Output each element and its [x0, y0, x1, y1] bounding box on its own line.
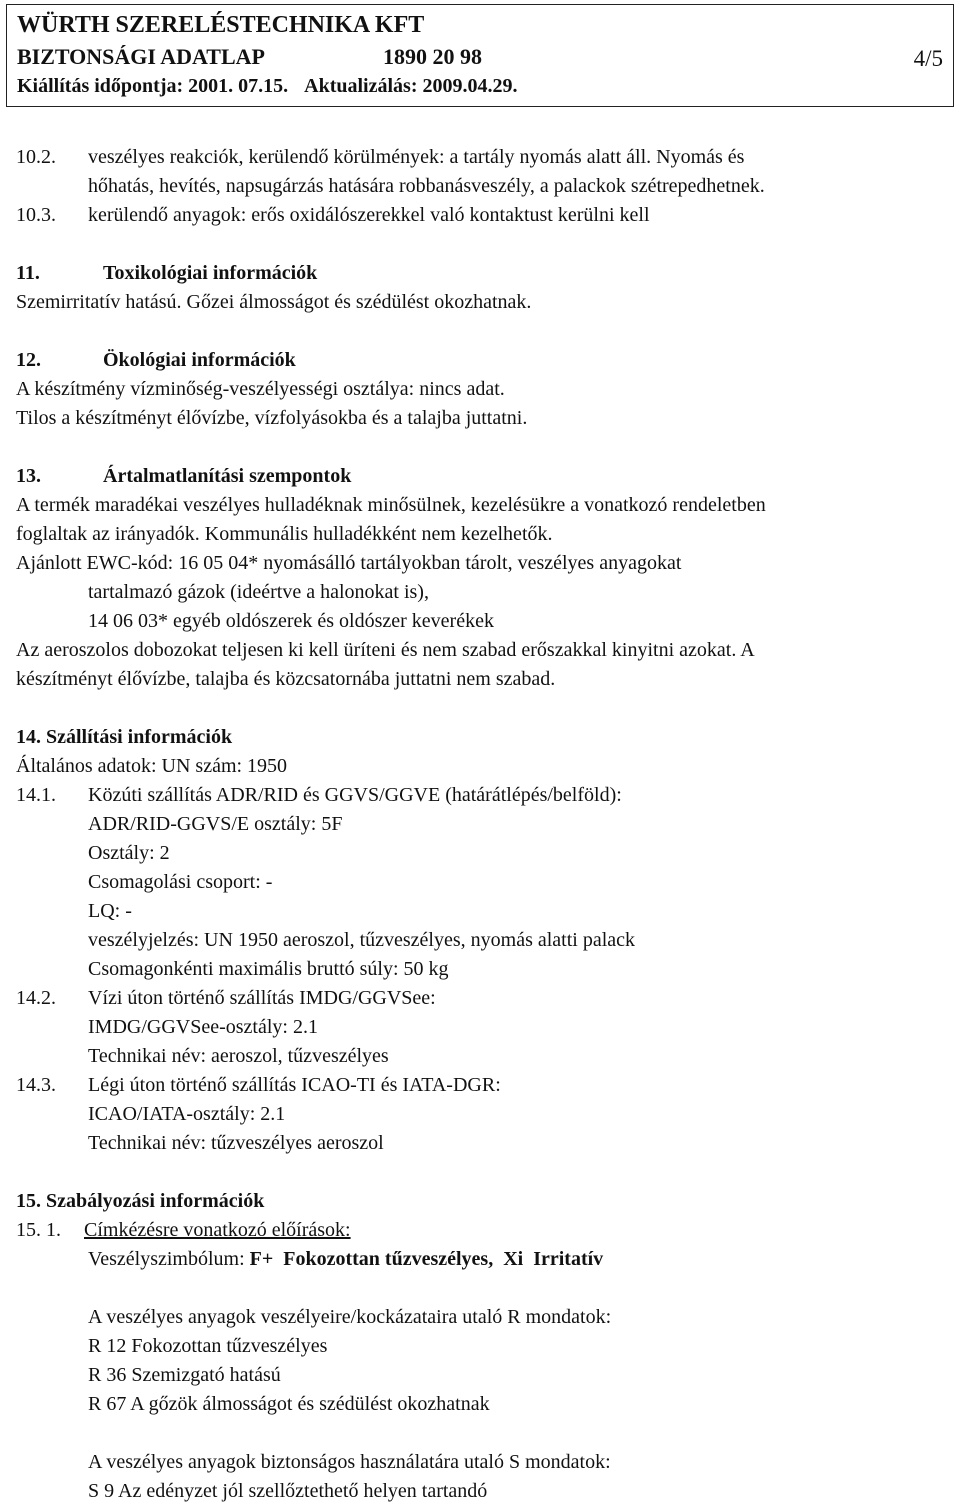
- s12-line2: Tilos a készítményt élővízbe, vízfolyásokba és a talajba juttatni.: [16, 407, 528, 429]
- s11-line1: Szemirritatív hatású. Gőzei álmosságot és szédülést okozhatnak.: [16, 291, 532, 313]
- s12-line1: A készítmény vízminőség-veszélyességi osztálya: nincs adat.: [16, 378, 505, 400]
- sea-line: Technikai név: aeroszol, tűzveszélyes: [88, 1045, 389, 1067]
- s10-3-number: 10.3.: [16, 204, 56, 226]
- issue-date: Kiállítás időpontja: 2001. 07.15.: [17, 75, 289, 97]
- s13-line3: Ajánlott EWC-kód: 16 05 04* nyomásálló tartályokban tárolt, veszélyes anyagokat: [16, 552, 682, 574]
- s14-3-air-heading: Légi úton történő szállítás ICAO-TI és IATA-DGR:: [88, 1074, 501, 1096]
- s13-line4: tartalmazó gázok (ideértve a halonokat is),: [88, 581, 429, 603]
- page-number: 4/5: [913, 46, 943, 71]
- document-title-line: [17, 46, 482, 68]
- s15-1-number: 15. 1.: [16, 1219, 61, 1241]
- s13-title: Ártalmatlanítási szempontok: [103, 465, 352, 487]
- s13-line5: 14 06 03* egyéb oldószerek és oldószer keverékek: [88, 610, 494, 632]
- s14-1-road-heading: Közúti szállítás ADR/RID és GGVS/GGVE (határátlépés/belföld):: [88, 784, 622, 806]
- s14-3-number: 14.3.: [16, 1074, 56, 1096]
- road-line: Csomagonkénti maximális bruttó súly: 50 kg: [88, 958, 449, 980]
- update-date: Aktualizálás: 2009.04.29.: [304, 75, 518, 97]
- s14-general: Általános adatok: UN szám: 1950: [16, 755, 288, 777]
- s15-title: 15. Szabályozási információk: [16, 1190, 265, 1212]
- document-header: [6, 4, 954, 107]
- road-line: Osztály: 2: [88, 842, 170, 864]
- s13-number: 13.: [16, 465, 41, 487]
- r-phrases-intro: A veszélyes anyagok veszélyeire/kockázataira utaló R mondatok:: [88, 1306, 612, 1328]
- air-line: Technikai név: tűzveszélyes aeroszol: [88, 1132, 384, 1154]
- s13-line2: foglaltak az irányadók. Kommunális hulladékként nem kezelhetők.: [16, 523, 553, 545]
- labeling-rules-heading: Címkézésre vonatkozó előírások:: [84, 1219, 351, 1241]
- s10-2-number: 10.2.: [16, 146, 56, 168]
- s10-2-text-line1: veszélyes reakciók, kerülendő körülmények: a tartály nyomás alatt áll. Nyomás és: [88, 146, 745, 168]
- company-name: WÜRTH SZERELÉSTECHNIKA KFT: [17, 12, 425, 38]
- road-line: LQ: -: [88, 900, 132, 922]
- s12-title: Ökológiai információk: [103, 349, 296, 371]
- hazard-symbol-line: [88, 1249, 603, 1269]
- road-line: ADR/RID-GGVS/E osztály: 5F: [88, 813, 343, 835]
- s13-line7: készítményt élővízbe, talajba és közcsatornába juttatni nem szabad.: [16, 668, 556, 690]
- dates-line: [17, 76, 517, 96]
- s13-line6: Az aeroszolos dobozokat teljesen ki kell üríteni és nem szabad erőszakkal kinyitni azokat. A: [16, 639, 755, 661]
- sea-line: IMDG/GGVSee-osztály: 2.1: [88, 1016, 318, 1038]
- product-code: 1890 20 98: [382, 44, 482, 69]
- s10-2-text-line2: hőhatás, hevítés, napsugárzás hatására robbanásveszély, a palackok szétrepedhetnek.: [88, 175, 765, 197]
- hazard-symbol-value: F+ Fokozottan tűzveszélyes, Xi Irritatív: [249, 1248, 604, 1270]
- hazard-symbol-label: Veszélyszimbólum:: [88, 1248, 245, 1270]
- r-phrase: R 12 Fokozottan tűzveszélyes: [88, 1335, 328, 1357]
- s11-number: 11.: [16, 262, 40, 284]
- s-phrase: S 9 Az edényzet jól szellőztethető helyen tartandó: [88, 1480, 488, 1502]
- air-line: ICAO/IATA-osztály: 2.1: [88, 1103, 286, 1125]
- s14-title: 14. Szállítási információk: [16, 726, 233, 748]
- s14-2-number: 14.2.: [16, 987, 56, 1009]
- s13-line1: A termék maradékai veszélyes hulladéknak minősülnek, kezelésükre a vonatkozó rendeletben: [16, 494, 766, 516]
- s14-2-sea-heading: Vízi úton történő szállítás IMDG/GGVSee:: [88, 987, 436, 1009]
- s14-1-number: 14.1.: [16, 784, 56, 806]
- road-line: veszélyjelzés: UN 1950 aeroszol, tűzveszélyes, nyomás alatti palack: [88, 929, 636, 951]
- r-phrase: R 36 Szemizgató hatású: [88, 1364, 281, 1386]
- s11-title: Toxikológiai információk: [103, 262, 318, 284]
- r-phrase: R 67 A gőzök álmosságot és szédülést okozhatnak: [88, 1393, 490, 1415]
- s-phrases-intro: A veszélyes anyagok biztonságos használatára utaló S mondatok:: [88, 1451, 611, 1473]
- s12-number: 12.: [16, 349, 41, 371]
- road-line: Csomagolási csoport: -: [88, 871, 273, 893]
- document-title: BIZTONSÁGI ADATLAP: [17, 44, 265, 69]
- s10-3-text: kerülendő anyagok: erős oxidálószerekkel való kontaktust kerülni kell: [88, 204, 650, 226]
